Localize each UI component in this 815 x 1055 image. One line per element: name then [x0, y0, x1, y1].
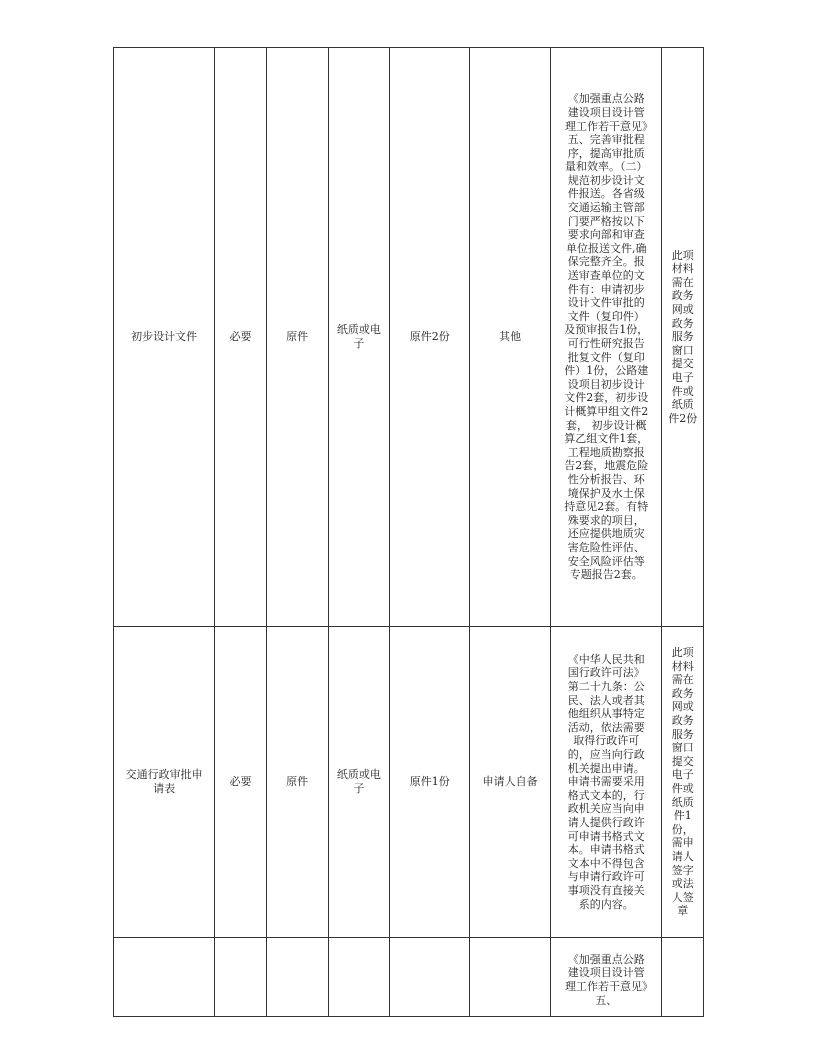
copies-cell: 原件1份 [390, 627, 470, 938]
basis-cell: 《中华人民共和国行政许可法》第二十九条：公民、法人或者其他组织从事特定活动，依法需要取得行政许可的，应当向行政机关提出申请。申请书需要采用格式文本的，行政机关应当向申请人提供行政许可申请书格式文本。申请书格式文本中不得包含与申请行政许可事项没有直接关系的内容。 [551, 627, 662, 938]
table-row [114, 627, 704, 938]
table-row [114, 48, 704, 627]
original-copy-cell: 原件 [266, 627, 328, 938]
original-copy-cell [266, 938, 328, 1017]
note-cell: 此项材料需在政务网或政务服务窗口提交电子件或纸质件2份 [662, 48, 704, 627]
copies-cell [390, 938, 470, 1017]
materials-table [113, 47, 704, 1017]
material-name-cell: 初步设计文件 [114, 48, 215, 627]
material-form-cell: 纸质或电子 [328, 627, 390, 938]
source-cell: 申请人自备 [470, 627, 551, 938]
note-cell [662, 938, 704, 1017]
material-form-cell [328, 938, 390, 1017]
basis-cell: 《加强重点公路建设项目设计管理工作若干意见》五、完善审批程序，提高审批质量和效率。（二）规范初步设计文件报送。各省级交通运输主管部门要严格按以下要求向部和审查单位报送文件,确保完整齐全。报送审查单位的文件有：申请初步设计文件审批的文件（复印件）及预审报告1份，可行性研究报告批复文件（复印件）1份，公路建设项目初步设计文件2套，初步设计概算甲组文件2套， 初步设计概算乙组文件1套，工程地质勘察报告2套，地震危险性分析报告、环境保护及水土保持意见2套。有特殊要求的项目，还应提供地质灾害危险性评估、安全风险评估等专题报告2套。 [551, 48, 662, 627]
requirement-cell: 必要 [215, 48, 267, 627]
source-cell: 其他 [470, 48, 551, 627]
copies-cell: 原件2份 [390, 48, 470, 627]
source-cell [470, 938, 551, 1017]
original-copy-cell: 原件 [266, 48, 328, 627]
requirement-cell: 必要 [215, 627, 267, 938]
requirement-cell [215, 938, 267, 1017]
material-name-cell [114, 938, 215, 1017]
note-cell: 此项材料需在政务网或政务服务窗口提交电子件或纸质件1份，需申请人签字或法人签章 [662, 627, 704, 938]
table-row [114, 938, 704, 1017]
basis-cell: 《加强重点公路建设项目设计管理工作若干意见》五、 [551, 938, 662, 1017]
material-form-cell: 纸质或电子 [328, 48, 390, 627]
material-name-cell: 交通行政审批申请表 [114, 627, 215, 938]
